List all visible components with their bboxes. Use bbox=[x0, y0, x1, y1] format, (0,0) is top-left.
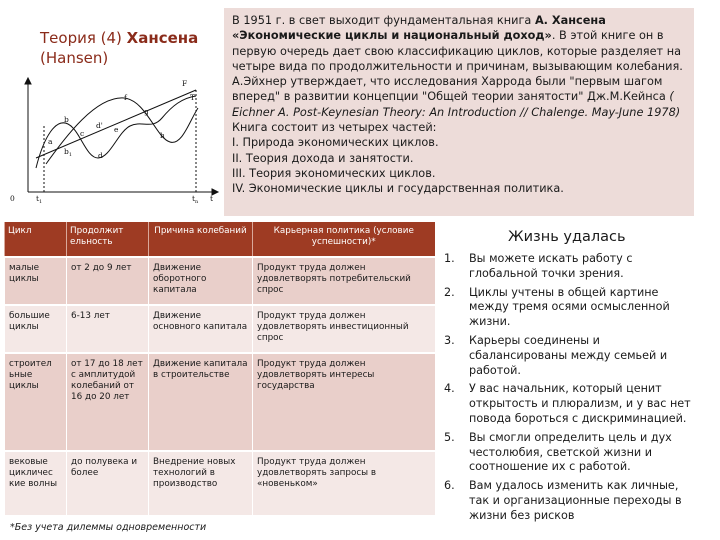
label-f: f bbox=[124, 93, 127, 102]
header-cause: Причина колебаний bbox=[149, 222, 253, 257]
title-sub: (Hansen) bbox=[40, 49, 109, 67]
cell-cause: Движение основного капитала bbox=[149, 305, 253, 353]
cell-cycle: большие циклы bbox=[5, 305, 67, 353]
table-footnote: *Без учета дилеммы одновременности bbox=[10, 522, 207, 533]
intro-part-4: IV. Экономические циклы и государственная политика. bbox=[232, 182, 564, 196]
list-item: 2. Циклы учтены в общей картине между тремя осями осмысленной жизни. bbox=[444, 285, 670, 329]
intro-p3: Книга состоит из четырех частей: bbox=[232, 121, 437, 135]
intro-author: А. Хансена bbox=[534, 14, 606, 27]
label-d: d bbox=[98, 151, 103, 160]
list-item: 1. Вы можете искать работу с глобальной точки зрения. bbox=[444, 252, 633, 280]
label-a: a bbox=[48, 137, 53, 146]
label-e: e bbox=[114, 125, 119, 134]
axis-t1: $t_1$ bbox=[36, 194, 43, 204]
table-row bbox=[5, 305, 435, 353]
cell-cycle: малые циклы bbox=[5, 257, 67, 305]
page-title bbox=[40, 28, 198, 68]
axis-origin: 0 bbox=[10, 194, 15, 203]
intro-p2: . В этой книге он в первую очередь дает свою классификацию циклов, которые разделяет на четыре вида по продолжительности и причинам, вызывающим колебания. А.Эйхнер утверждает, что исследования Харрода были "первым шагом вперед" в развитии концепции "Общей теории занятости" Дж.М.Кейнса bbox=[232, 29, 683, 104]
cycles-table bbox=[4, 222, 435, 515]
cell-duration: от 2 до 9 лет bbox=[67, 257, 149, 305]
intro-citation: ( Eichner A. Post-Keynesian Theory: An Introduction // Chalenge. May-June 1978) bbox=[232, 90, 681, 119]
cell-cycle: вековые цикличес кие волны bbox=[5, 451, 67, 515]
cell-cause: Движение капитала в строительстве bbox=[149, 353, 253, 451]
label-T: T bbox=[190, 93, 196, 102]
cell-policy: Продукт труда должен удовлетворять запросы в «новеньком» bbox=[253, 451, 435, 515]
title-name: Хансена bbox=[126, 29, 199, 47]
cell-policy: Продукт труда должен удовлетворять инвестиционный спрос bbox=[253, 305, 435, 353]
title-prefix: Теория (4) bbox=[40, 29, 122, 47]
intro-part-2: II. Теория дохода и занятости. bbox=[232, 151, 414, 165]
cell-cause: Движение оборотного капитала bbox=[149, 257, 253, 305]
life-list bbox=[438, 252, 700, 528]
header-duration: Продолжит ельность bbox=[67, 222, 149, 257]
header-cycle: Цикл bbox=[5, 222, 67, 257]
label-g: g bbox=[144, 107, 149, 116]
label-d1: d' bbox=[96, 121, 103, 130]
list-item: 3. Карьеры соединены и сбалансированы между семьей и работой. bbox=[444, 333, 668, 377]
intro-part-1: I. Природа экономических циклов. bbox=[232, 136, 439, 150]
table-row bbox=[5, 451, 435, 515]
header-career-policy: Карьерная политика (условие успешности)* bbox=[253, 222, 435, 257]
intro-book: «Экономические циклы и национальный доход» bbox=[232, 29, 552, 43]
cell-duration: 6-13 лет bbox=[67, 305, 149, 353]
list-item: 6. Вам удалось изменить как личные, так и организационные переходы в жизни без рисков bbox=[444, 479, 682, 522]
y-arrow bbox=[25, 78, 31, 84]
axis-t: t bbox=[210, 194, 214, 203]
hansen-cycle-diagram bbox=[6, 76, 222, 204]
table-header-row bbox=[5, 222, 435, 257]
table-row bbox=[5, 353, 435, 451]
label-b: b bbox=[64, 115, 69, 124]
cell-duration: до полувека и более bbox=[67, 451, 149, 515]
label-b1: $b_1$ bbox=[64, 147, 72, 158]
cell-cause: Внедрение новых технологий в производство bbox=[149, 451, 253, 515]
axis-tn: $t_n$ bbox=[192, 194, 199, 204]
life-section-title: Жизнь удалась bbox=[508, 229, 626, 245]
cell-policy: Продукт труда должен удовлетворять интересы государства bbox=[253, 353, 435, 451]
intro-text-box bbox=[224, 8, 694, 216]
intro-p1: В 1951 г. в свет выходит фундаментальная книга bbox=[232, 14, 535, 27]
cell-duration: от 17 до 18 лет с амплитудой колебаний от 16 до 20 лет bbox=[67, 353, 149, 451]
label-F: F bbox=[182, 79, 188, 88]
cell-policy: Продукт труда должен удовлетворять потребительский спрос bbox=[253, 257, 435, 305]
label-c: c bbox=[80, 129, 85, 138]
list-item: 5. Вы смогли определить цель и дух честолюбия, светской жизни и соотношение их с работой. bbox=[444, 430, 672, 474]
intro-part-3: III. Теория экономических циклов. bbox=[232, 166, 436, 180]
cell-cycle: строител ьные циклы bbox=[5, 353, 67, 451]
list-item: 4. У вас начальник, который ценит открытость и плюрализм, и у вас нет повода бороться с дискриминацией. bbox=[444, 382, 691, 425]
trend-line bbox=[36, 90, 196, 158]
label-h: h bbox=[160, 131, 165, 140]
table-row bbox=[5, 257, 435, 305]
